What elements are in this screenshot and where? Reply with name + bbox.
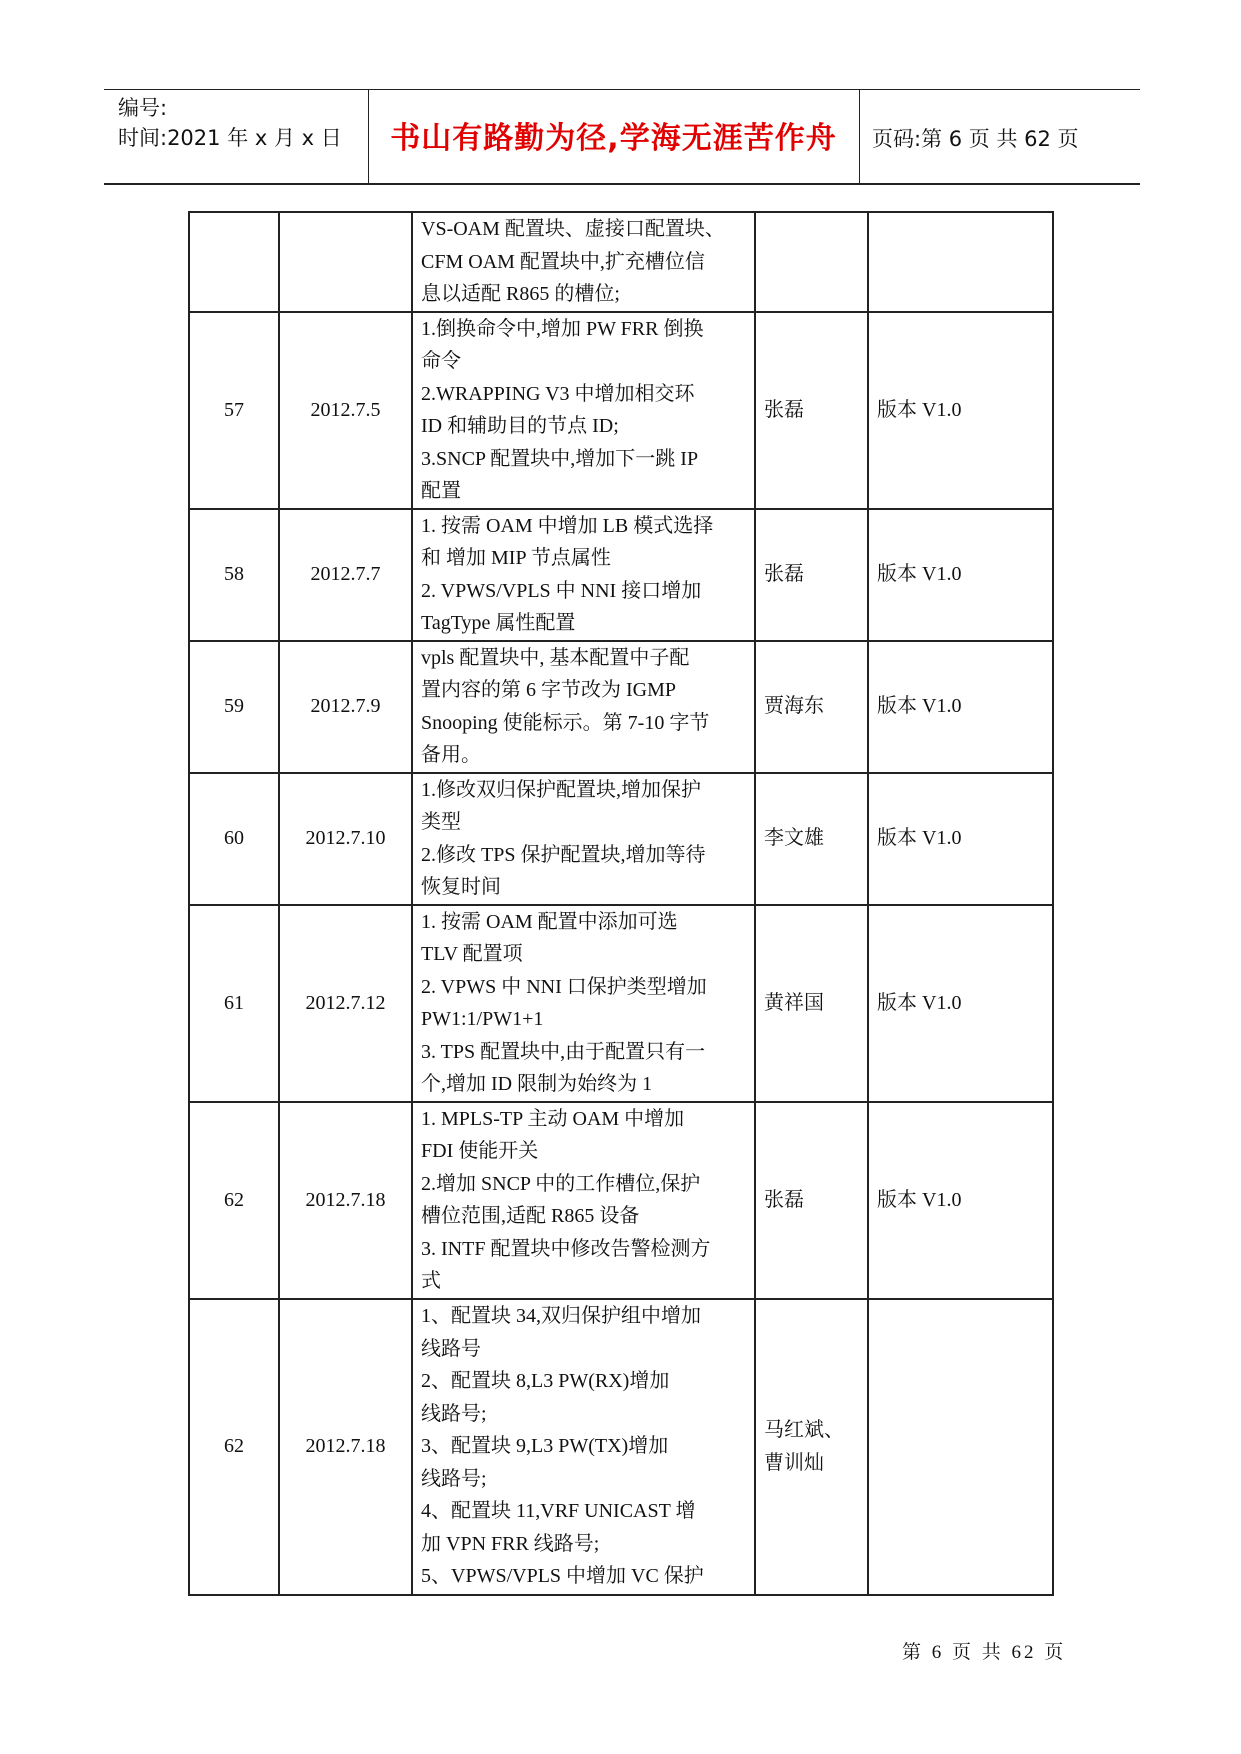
- row-number-cell: 57: [189, 312, 279, 509]
- header-meta: [118, 93, 342, 153]
- description-line: 5、VPWS/VPLS 中增加 VC 保护: [421, 1565, 704, 1588]
- description-line: 恢复时间: [421, 876, 501, 898]
- header-page-number: 页码:第 6 页 共 62 页: [872, 127, 1079, 151]
- row-description-cell: [412, 905, 755, 1102]
- description-line: VS-OAM 配置块、虚接口配置块、: [421, 218, 725, 240]
- row-author-cell: 张磊: [755, 312, 868, 509]
- row-author-cell: 李文雄: [755, 773, 868, 905]
- description-line: 槽位范围,适配 R865 设备: [421, 1205, 640, 1227]
- row-description-cell: [412, 773, 755, 905]
- description-line: 3.SNCP 配置块中,增加下一跳 IP: [421, 447, 699, 470]
- description-line: 1.倒换命令中,增加 PW FRR 倒换: [421, 317, 704, 340]
- description-line: 类型: [421, 811, 461, 833]
- description-line: CFM OAM 配置块中,扩充槽位信: [421, 250, 705, 273]
- description-line: 2. VPWS 中 NNI 口保护类型增加: [421, 975, 707, 998]
- row-author-cell: [755, 212, 868, 312]
- description-line: 和 增加 MIP 节点属性: [421, 547, 611, 569]
- header-motto: 书山有路勤为径,学海无涯苦作舟: [390, 121, 837, 156]
- row-version-cell: 版本 V1.0: [868, 312, 1053, 509]
- description-line: 1. 按需 OAM 中增加 LB 模式选择: [421, 514, 714, 537]
- description-line: Snooping 使能标示。第 7-10 字节: [421, 711, 710, 734]
- description-line: 备用。: [421, 744, 481, 766]
- description-line: 3、配置块 9,L3 PW(TX)增加: [421, 1435, 669, 1458]
- table-row: [189, 1299, 1053, 1595]
- table-row: [189, 509, 1053, 641]
- row-date-cell: [279, 212, 412, 312]
- description-line: 2.增加 SNCP 中的工作槽位,保护: [421, 1172, 701, 1195]
- description-line: 2、配置块 8,L3 PW(RX)增加: [421, 1370, 670, 1393]
- row-number-cell: 62: [189, 1102, 279, 1299]
- row-version-cell: 版本 V1.0: [868, 773, 1053, 905]
- row-number-cell: 60: [189, 773, 279, 905]
- header-divider: [859, 89, 860, 185]
- row-number-cell: 58: [189, 509, 279, 641]
- description-line: FDI 使能开关: [421, 1140, 539, 1162]
- row-description-cell: [412, 212, 755, 312]
- row-description-cell: [412, 1102, 755, 1299]
- row-author-cell: 张磊: [755, 1102, 868, 1299]
- table-row: [189, 212, 1053, 312]
- description-line: 3. INTF 配置块中修改告警检测方: [421, 1237, 711, 1260]
- description-line: 2.修改 TPS 保护配置块,增加等待: [421, 843, 706, 866]
- row-description-cell: [412, 641, 755, 773]
- row-version-cell: [868, 1299, 1053, 1595]
- row-description-cell: [412, 509, 755, 641]
- document-time-label: 时间:2021 年 x 月 x 日: [118, 126, 342, 150]
- description-line: 置内容的第 6 字节改为 IGMP: [421, 679, 677, 701]
- description-line: TagType 属性配置: [421, 612, 576, 634]
- row-version-cell: 版本 V1.0: [868, 641, 1053, 773]
- description-line: 1. 按需 OAM 配置中添加可选: [421, 910, 678, 933]
- row-author-cell: 马红斌、 曹训灿: [755, 1299, 868, 1595]
- row-date-cell: 2012.7.10: [279, 773, 412, 905]
- row-author-cell: 黄祥国: [755, 905, 868, 1102]
- description-line: 2. VPWS/VPLS 中 NNI 接口增加: [421, 579, 702, 602]
- page-header: [104, 89, 1140, 185]
- description-line: 2.WRAPPING V3 中增加相交环: [421, 382, 695, 405]
- row-date-cell: 2012.7.18: [279, 1299, 412, 1595]
- row-author-cell: 贾海东: [755, 641, 868, 773]
- row-date-cell: 2012.7.7: [279, 509, 412, 641]
- row-number-cell: [189, 212, 279, 312]
- description-line: ID 和辅助目的节点 ID;: [421, 415, 619, 437]
- row-date-cell: 2012.7.9: [279, 641, 412, 773]
- description-line: 1.修改双归保护配置块,增加保护: [421, 778, 701, 801]
- document-number-label: 编号:: [118, 96, 168, 120]
- description-line: vpls 配置块中, 基本配置中子配: [421, 646, 690, 669]
- row-number-cell: 61: [189, 905, 279, 1102]
- description-line: 线路号;: [421, 1467, 487, 1490]
- revision-history-table: [188, 211, 1054, 1596]
- description-line: 线路号;: [421, 1402, 487, 1425]
- table-row: [189, 773, 1053, 905]
- description-line: 命令: [421, 350, 461, 372]
- header-bottom-rule: [104, 183, 1140, 185]
- row-date-cell: 2012.7.18: [279, 1102, 412, 1299]
- row-description-cell: [412, 1299, 755, 1595]
- description-line: 式: [421, 1270, 441, 1292]
- description-line: 个,增加 ID 限制为始终为 1: [421, 1073, 653, 1095]
- row-number-cell: 62: [189, 1299, 279, 1595]
- page-footer: 第 6 页 共 62 页: [902, 1642, 1067, 1663]
- row-version-cell: [868, 212, 1053, 312]
- description-line: 4、配置块 11,VRF UNICAST 增: [421, 1500, 696, 1523]
- description-line: 线路号: [421, 1337, 481, 1360]
- revision-table-body: [189, 212, 1053, 1595]
- description-line: 3. TPS 配置块中,由于配置只有一: [421, 1040, 706, 1063]
- row-date-cell: 2012.7.12: [279, 905, 412, 1102]
- row-version-cell: 版本 V1.0: [868, 509, 1053, 641]
- row-author-cell: 张磊: [755, 509, 868, 641]
- description-line: 1、配置块 34,双归保护组中增加: [421, 1305, 701, 1328]
- row-description-cell: [412, 312, 755, 509]
- description-line: PW1:1/PW1+1: [421, 1008, 544, 1030]
- description-line: 加 VPN FRR 线路号;: [421, 1532, 600, 1555]
- row-number-cell: 59: [189, 641, 279, 773]
- row-version-cell: 版本 V1.0: [868, 1102, 1053, 1299]
- table-row: [189, 641, 1053, 773]
- description-line: 配置: [421, 480, 461, 502]
- description-line: 1. MPLS-TP 主动 OAM 中增加: [421, 1107, 685, 1130]
- row-version-cell: 版本 V1.0: [868, 905, 1053, 1102]
- table-row: [189, 905, 1053, 1102]
- table-row: [189, 312, 1053, 509]
- description-line: 息以适配 R865 的槽位;: [421, 283, 620, 305]
- table-row: [189, 1102, 1053, 1299]
- header-top-rule: [104, 89, 1140, 90]
- description-line: TLV 配置项: [421, 943, 523, 965]
- row-date-cell: 2012.7.5: [279, 312, 412, 509]
